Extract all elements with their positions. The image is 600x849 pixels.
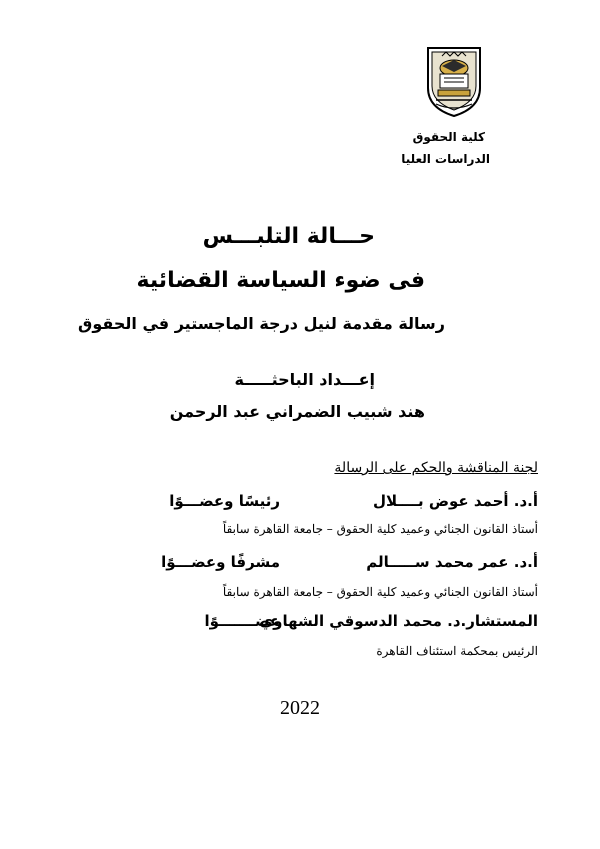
committee-member-name: أ.د. عمر محمد ســـــالم [366, 553, 538, 571]
committee-member-name: المستشار.د. محمد الدسوقي الشهاوي [259, 612, 538, 630]
prepared-by-label: إعـــداد الباحثـــــة [234, 370, 375, 389]
thesis-subtitle: رسالة مقدمة لنيل درجة الماجستير في الحقوق [78, 314, 445, 333]
committee-member-role: رئيسًا وعضـــوًا [169, 492, 280, 510]
committee-member-description: الرئيس بمحكمة استئناف القاهرة [376, 644, 538, 658]
department-name: الدراسات العليا [401, 152, 490, 166]
thesis-title-line2: فى ضوء السياسة القضائية [136, 268, 425, 293]
publication-year: 2022 [280, 697, 320, 719]
committee-member-description: أستاذ القانون الجنائي وعميد كلية الحقوق – جامعة القاهرة سابقاً [222, 585, 538, 599]
committee-heading: لجنة المناقشة والحكم على الرسالة [334, 460, 538, 476]
author-name: هند شبيب الضمراني عبد الرحمن [169, 402, 425, 421]
committee-member-name: أ.د. أحمد عوض بــــلال [373, 492, 538, 510]
cairo-university-logo [418, 42, 490, 120]
committee-member-role: مشرفًا وعضـــوًا [161, 553, 280, 571]
thesis-title: حـــالة التلبـــس [202, 224, 375, 249]
faculty-name: كلية الحقوق [412, 130, 485, 144]
committee-member-description: أستاذ القانون الجنائي وعميد كلية الحقوق – جامعة القاهرة سابقاً [222, 522, 538, 536]
committee-member-role: عضـــــــوًا [204, 612, 280, 630]
